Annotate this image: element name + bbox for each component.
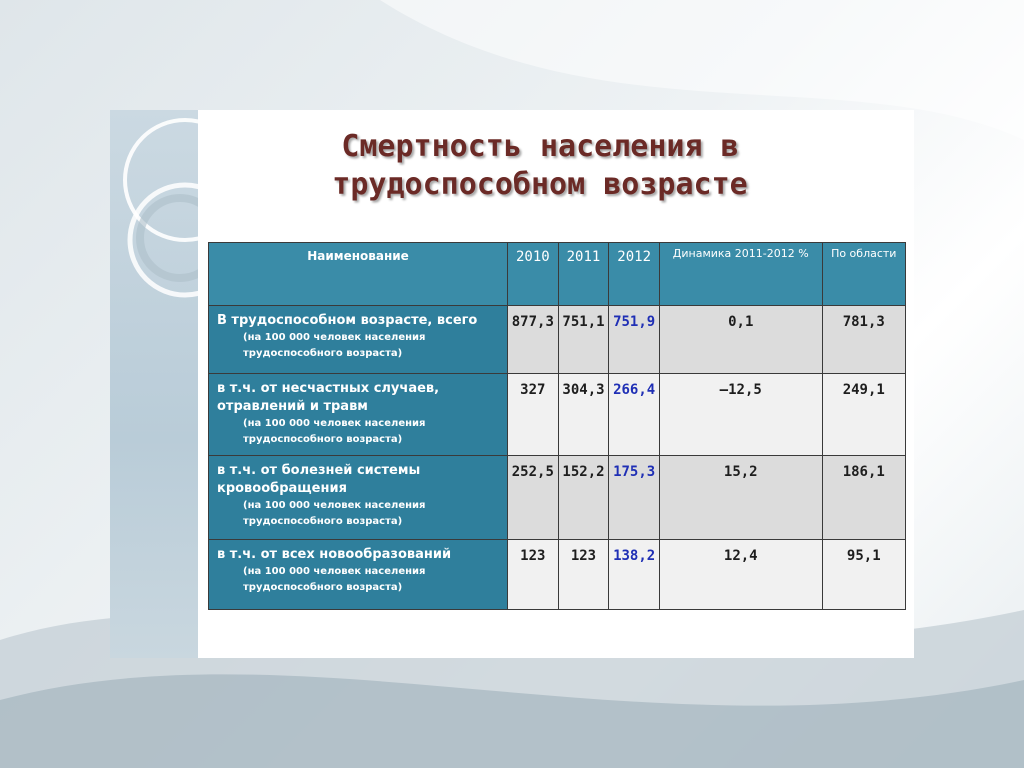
row-label: [209, 456, 508, 540]
decorative-circles-icon: [110, 110, 198, 658]
table-row: [209, 540, 906, 610]
cell-region: 95,1: [822, 540, 905, 610]
header-2012: 2012: [609, 243, 660, 306]
table-row: [209, 306, 906, 374]
header-name: Наименование: [209, 243, 508, 306]
cell-region: 249,1: [822, 374, 905, 456]
cell-2012: 175,3: [609, 456, 660, 540]
header-dynamics: Динамика 2011-2012 %: [659, 243, 822, 306]
header-2011: 2011: [558, 243, 609, 306]
cell-2012: 138,2: [609, 540, 660, 610]
cell-2012: 751,9: [609, 306, 660, 374]
cell-2010: 123: [508, 540, 559, 610]
cell-dynamics: 0,1: [659, 306, 822, 374]
cell-dynamics: –12,5: [659, 374, 822, 456]
cell-2011: 304,3: [558, 374, 609, 456]
cell-dynamics: 15,2: [659, 456, 822, 540]
row-subtitle: (на 100 000 человек населения трудоспособного возраста): [243, 566, 426, 593]
cell-region: 186,1: [822, 456, 905, 540]
cell-2010: 877,3: [508, 306, 559, 374]
row-label: [209, 374, 508, 456]
row-title: в т.ч. от болезней системы кровообращения: [217, 463, 421, 496]
mortality-table: [208, 242, 906, 610]
row-title: в т.ч. от всех новообразований: [217, 547, 452, 562]
header-2010: 2010: [508, 243, 559, 306]
cell-2010: 327: [508, 374, 559, 456]
row-label: [209, 306, 508, 374]
cell-2011: 152,2: [558, 456, 609, 540]
cell-2011: 751,1: [558, 306, 609, 374]
row-title: В трудоспособном возрасте, всего: [217, 313, 478, 328]
row-subtitle: (на 100 000 человек населения трудоспособного возраста): [243, 332, 426, 359]
row-subtitle: (на 100 000 человек населения трудоспособного возраста): [243, 500, 426, 527]
table-row: [209, 374, 906, 456]
slide: [110, 110, 914, 658]
cell-2010: 252,5: [508, 456, 559, 540]
cell-dynamics: 12,4: [659, 540, 822, 610]
slide-title: Смертность населения в трудоспособном возрасте: [332, 129, 748, 202]
row-label: [209, 540, 508, 610]
cell-2011: 123: [558, 540, 609, 610]
row-title: в т.ч. от несчастных случаев, отравлений и травм: [217, 381, 440, 414]
table-row: [209, 456, 906, 540]
decorative-side-strip: [110, 110, 198, 658]
table-header-row: [209, 243, 906, 306]
header-region: По области: [822, 243, 905, 306]
row-subtitle: (на 100 000 человек населения трудоспособного возраста): [243, 418, 426, 445]
cell-region: 781,3: [822, 306, 905, 374]
cell-2012: 266,4: [609, 374, 660, 456]
